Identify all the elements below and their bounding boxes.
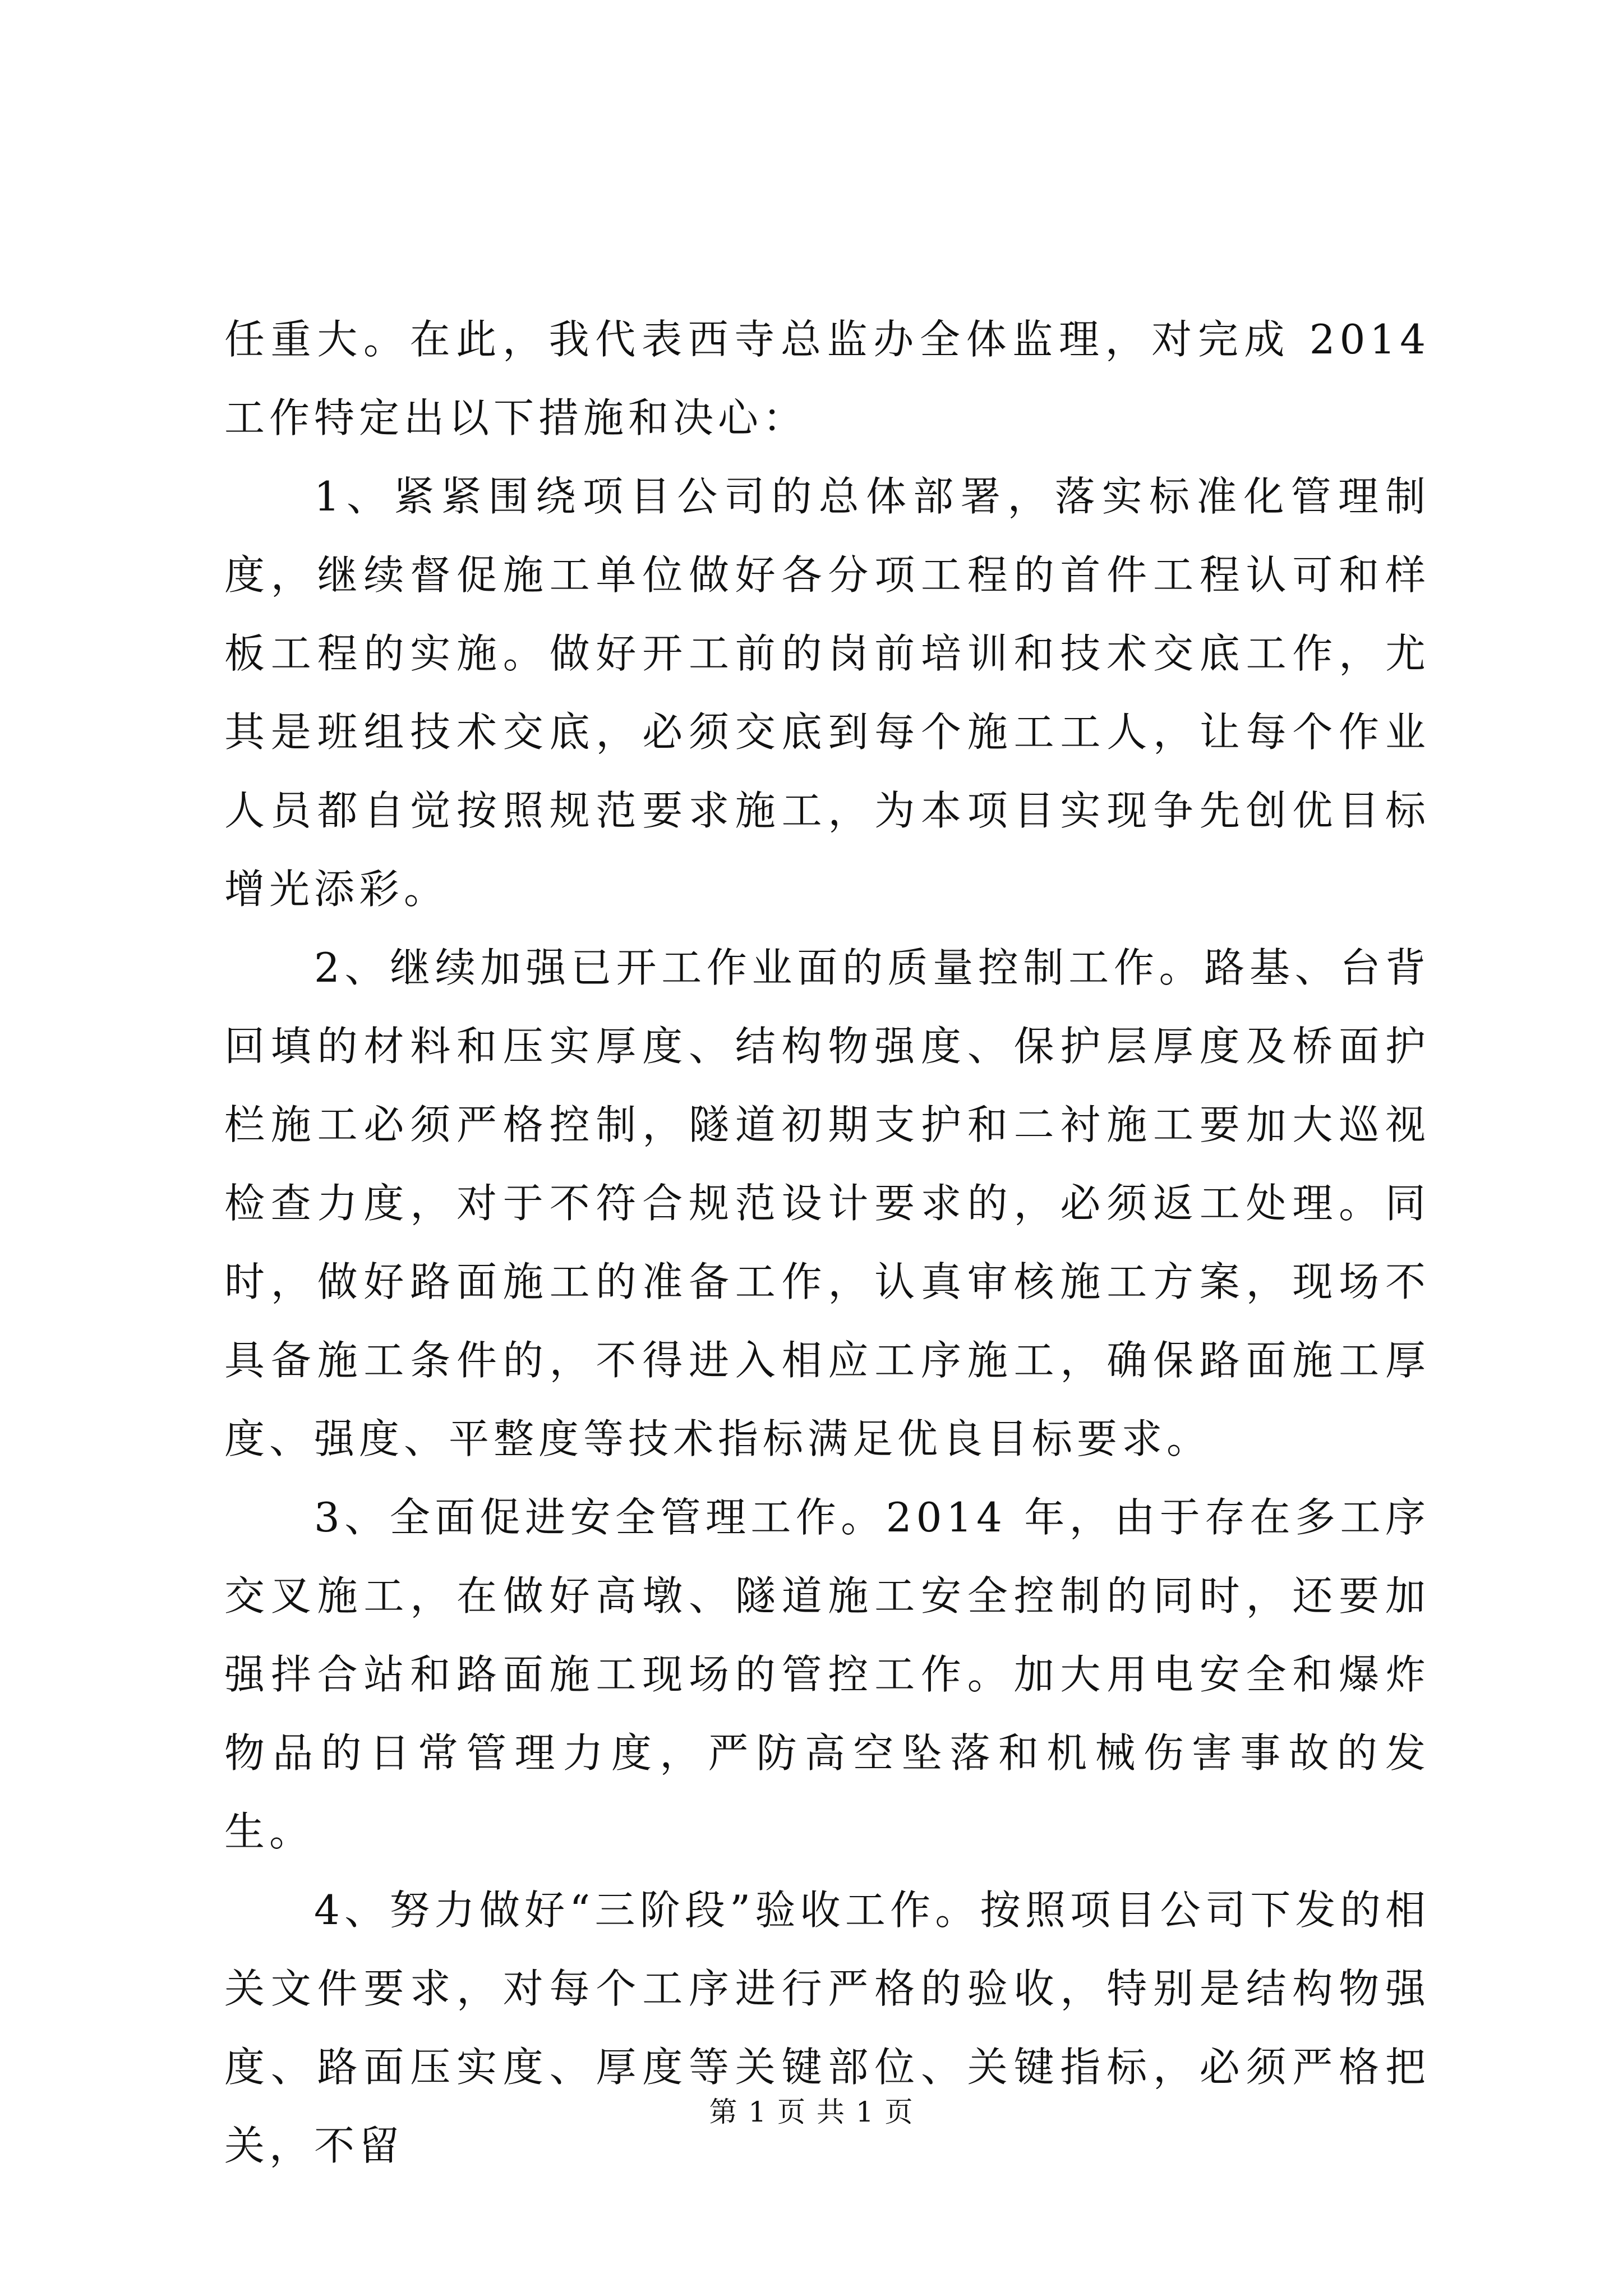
paragraph-item-4: 4、努力做好“三阶段”验收工作。按照项目公司下发的相关文件要求，对每个工序进行严格的验收，特别是结构物强度、路面压实度、厚度等关键部位、关键指标，必须严格把关，不留 xyxy=(224,1887,1430,2169)
paragraph-item-1: 1、紧紧围绕项目公司的总体部署，落实标准化管理制度，继续督促施工单位做好各分项工程的首件工程认可和样板工程的实施。做好开工前的岗前培训和技术交底工作，尤其是班组技术交底，必须交底到每个施工工人，让每个作业人员都自觉按照规范要求施工，为本项目实现争先创优目标增光添彩。 xyxy=(224,473,1430,913)
paragraph-item-3: 3、全面促进安全管理工作。2014 年，由于存在多工序交叉施工，在做好高墩、隧道施工安全控制的同时，还要加强拌合站和路面施工现场的管控工作。加大用电安全和爆炸物品的日常管理力度，严防高空坠落和机械伤害事故的发生。 xyxy=(224,1494,1430,1855)
document-body xyxy=(224,300,1430,2185)
paragraph-intro: 任重大。在此，我代表西寺总监办全体监理，对完成 2014 工作特定出以下措施和决心： xyxy=(224,316,1430,441)
paragraph-item-2: 2、继续加强已开工作业面的质量控制工作。路基、台背回填的材料和压实厚度、结构物强度、保护层厚度及桥面护栏施工必须严格控制，隧道初期支护和二衬施工要加大巡视检查力度，对于不符合规范设计要求的，必须返工处理。同时，做好路面施工的准备工作，认真审核施工方案，现场不具备施工条件的，不得进入相应工序施工，确保路面施工厚度、强度、平整度等技术指标满足优良目标要求。 xyxy=(224,944,1430,1462)
page-footer: 第 1 页 共 1 页 xyxy=(709,2096,914,2128)
